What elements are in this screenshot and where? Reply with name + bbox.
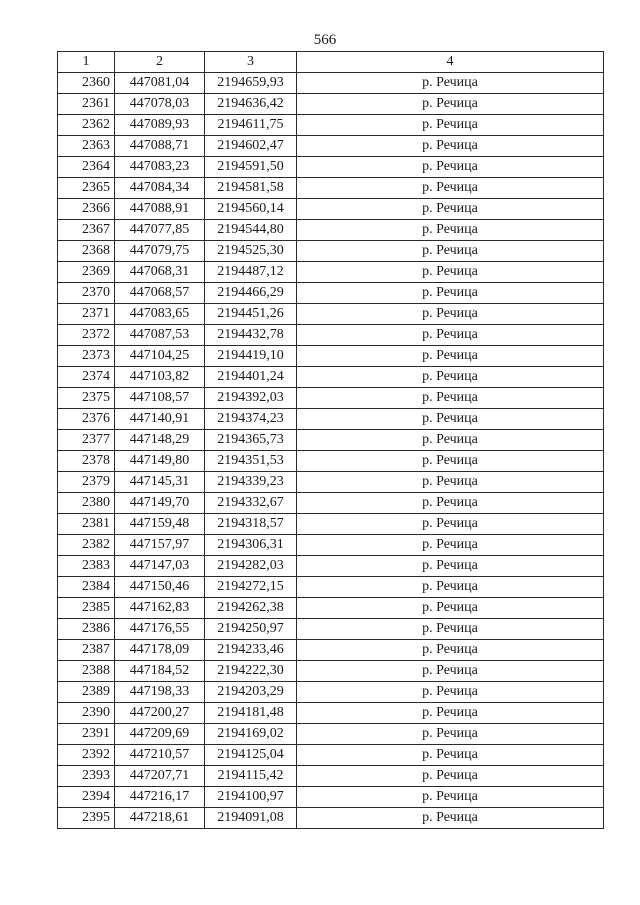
y-coordinate-cell: 2194392,03 xyxy=(205,388,297,409)
description-cell: р. Речица xyxy=(297,640,604,661)
description-cell: р. Речица xyxy=(297,199,604,220)
x-coordinate-cell: 447157,97 xyxy=(115,535,205,556)
description-cell: р. Речица xyxy=(297,304,604,325)
x-coordinate-cell: 447159,48 xyxy=(115,514,205,535)
x-coordinate-cell: 447081,04 xyxy=(115,73,205,94)
table-row xyxy=(58,472,604,493)
table-row xyxy=(58,388,604,409)
y-coordinate-cell: 2194100,97 xyxy=(205,787,297,808)
description-cell: р. Речица xyxy=(297,73,604,94)
x-coordinate-cell: 447068,31 xyxy=(115,262,205,283)
y-coordinate-cell: 2194181,48 xyxy=(205,703,297,724)
description-cell: р. Речица xyxy=(297,493,604,514)
x-coordinate-cell: 447218,61 xyxy=(115,808,205,829)
x-coordinate-cell: 447150,46 xyxy=(115,577,205,598)
y-coordinate-cell: 2194351,53 xyxy=(205,451,297,472)
table-row xyxy=(58,619,604,640)
y-coordinate-cell: 2194365,73 xyxy=(205,430,297,451)
y-coordinate-cell: 2194591,50 xyxy=(205,157,297,178)
point-number-cell: 2368 xyxy=(58,241,115,262)
table-row xyxy=(58,409,604,430)
description-cell: р. Речица xyxy=(297,178,604,199)
point-number-cell: 2374 xyxy=(58,367,115,388)
description-cell: р. Речица xyxy=(297,745,604,766)
x-coordinate-cell: 447145,31 xyxy=(115,472,205,493)
x-coordinate-cell: 447149,70 xyxy=(115,493,205,514)
x-coordinate-cell: 447207,71 xyxy=(115,766,205,787)
coordinates-table xyxy=(57,51,604,829)
y-coordinate-cell: 2194233,46 xyxy=(205,640,297,661)
table-row xyxy=(58,304,604,325)
table-row xyxy=(58,745,604,766)
x-coordinate-cell: 447216,17 xyxy=(115,787,205,808)
point-number-cell: 2370 xyxy=(58,283,115,304)
description-cell: р. Речица xyxy=(297,115,604,136)
description-cell: р. Речица xyxy=(297,703,604,724)
table-row xyxy=(58,430,604,451)
x-coordinate-cell: 447083,23 xyxy=(115,157,205,178)
point-number-cell: 2362 xyxy=(58,115,115,136)
description-cell: р. Речица xyxy=(297,535,604,556)
description-cell: р. Речица xyxy=(297,577,604,598)
table-row xyxy=(58,115,604,136)
point-number-cell: 2380 xyxy=(58,493,115,514)
y-coordinate-cell: 2194318,57 xyxy=(205,514,297,535)
x-coordinate-cell: 447210,57 xyxy=(115,745,205,766)
point-number-cell: 2389 xyxy=(58,682,115,703)
point-number-cell: 2388 xyxy=(58,661,115,682)
table-row xyxy=(58,136,604,157)
y-coordinate-cell: 2194339,23 xyxy=(205,472,297,493)
table-row xyxy=(58,535,604,556)
column-header-point-number: 1 xyxy=(58,52,115,73)
table-row xyxy=(58,73,604,94)
y-coordinate-cell: 2194466,29 xyxy=(205,283,297,304)
y-coordinate-cell: 2194306,31 xyxy=(205,535,297,556)
x-coordinate-cell: 447079,75 xyxy=(115,241,205,262)
y-coordinate-cell: 2194611,75 xyxy=(205,115,297,136)
table-row xyxy=(58,220,604,241)
point-number-cell: 2386 xyxy=(58,619,115,640)
x-coordinate-cell: 447084,34 xyxy=(115,178,205,199)
description-cell: р. Речица xyxy=(297,682,604,703)
table-row xyxy=(58,640,604,661)
x-coordinate-cell: 447149,80 xyxy=(115,451,205,472)
column-header-y: 3 xyxy=(205,52,297,73)
x-coordinate-cell: 447176,55 xyxy=(115,619,205,640)
x-coordinate-cell: 447068,57 xyxy=(115,283,205,304)
point-number-cell: 2361 xyxy=(58,94,115,115)
point-number-cell: 2366 xyxy=(58,199,115,220)
point-number-cell: 2391 xyxy=(58,724,115,745)
table-row xyxy=(58,661,604,682)
x-coordinate-cell: 447088,71 xyxy=(115,136,205,157)
description-cell: р. Речица xyxy=(297,388,604,409)
x-coordinate-cell: 447083,65 xyxy=(115,304,205,325)
description-cell: р. Речица xyxy=(297,766,604,787)
point-number-cell: 2377 xyxy=(58,430,115,451)
y-coordinate-cell: 2194282,03 xyxy=(205,556,297,577)
point-number-cell: 2378 xyxy=(58,451,115,472)
table-row xyxy=(58,367,604,388)
y-coordinate-cell: 2194374,23 xyxy=(205,409,297,430)
description-cell: р. Речица xyxy=(297,451,604,472)
y-coordinate-cell: 2194636,42 xyxy=(205,94,297,115)
y-coordinate-cell: 2194169,02 xyxy=(205,724,297,745)
table-row xyxy=(58,178,604,199)
table-row xyxy=(58,598,604,619)
x-coordinate-cell: 447077,85 xyxy=(115,220,205,241)
x-coordinate-cell: 447088,91 xyxy=(115,199,205,220)
table-row xyxy=(58,493,604,514)
x-coordinate-cell: 447078,03 xyxy=(115,94,205,115)
description-cell: р. Речица xyxy=(297,283,604,304)
description-cell: р. Речица xyxy=(297,619,604,640)
description-cell: р. Речица xyxy=(297,157,604,178)
x-coordinate-cell: 447087,53 xyxy=(115,325,205,346)
table-row xyxy=(58,157,604,178)
x-coordinate-cell: 447103,82 xyxy=(115,367,205,388)
x-coordinate-cell: 447148,29 xyxy=(115,430,205,451)
y-coordinate-cell: 2194262,38 xyxy=(205,598,297,619)
description-cell: р. Речица xyxy=(297,724,604,745)
y-coordinate-cell: 2194332,67 xyxy=(205,493,297,514)
y-coordinate-cell: 2194203,29 xyxy=(205,682,297,703)
table-row xyxy=(58,325,604,346)
table-row xyxy=(58,94,604,115)
point-number-cell: 2383 xyxy=(58,556,115,577)
table-row xyxy=(58,346,604,367)
table-row xyxy=(58,262,604,283)
x-coordinate-cell: 447108,57 xyxy=(115,388,205,409)
table-row xyxy=(58,451,604,472)
table-row xyxy=(58,766,604,787)
point-number-cell: 2382 xyxy=(58,535,115,556)
x-coordinate-cell: 447104,25 xyxy=(115,346,205,367)
point-number-cell: 2367 xyxy=(58,220,115,241)
table-row xyxy=(58,682,604,703)
x-coordinate-cell: 447209,69 xyxy=(115,724,205,745)
y-coordinate-cell: 2194432,78 xyxy=(205,325,297,346)
x-coordinate-cell: 447178,09 xyxy=(115,640,205,661)
point-number-cell: 2364 xyxy=(58,157,115,178)
point-number-cell: 2372 xyxy=(58,325,115,346)
point-number-cell: 2392 xyxy=(58,745,115,766)
table-row xyxy=(58,724,604,745)
point-number-cell: 2381 xyxy=(58,514,115,535)
column-header-x: 2 xyxy=(115,52,205,73)
table-row xyxy=(58,199,604,220)
x-coordinate-cell: 447162,83 xyxy=(115,598,205,619)
y-coordinate-cell: 2194272,15 xyxy=(205,577,297,598)
y-coordinate-cell: 2194401,24 xyxy=(205,367,297,388)
point-number-cell: 2393 xyxy=(58,766,115,787)
y-coordinate-cell: 2194125,04 xyxy=(205,745,297,766)
description-cell: р. Речица xyxy=(297,430,604,451)
y-coordinate-cell: 2194091,08 xyxy=(205,808,297,829)
description-cell: р. Речица xyxy=(297,808,604,829)
description-cell: р. Речица xyxy=(297,136,604,157)
table-header xyxy=(58,52,604,73)
y-coordinate-cell: 2194487,12 xyxy=(205,262,297,283)
header-row xyxy=(58,52,604,73)
point-number-cell: 2387 xyxy=(58,640,115,661)
point-number-cell: 2384 xyxy=(58,577,115,598)
x-coordinate-cell: 447184,52 xyxy=(115,661,205,682)
y-coordinate-cell: 2194544,80 xyxy=(205,220,297,241)
y-coordinate-cell: 2194560,14 xyxy=(205,199,297,220)
table-row xyxy=(58,703,604,724)
description-cell: р. Речица xyxy=(297,220,604,241)
x-coordinate-cell: 447147,03 xyxy=(115,556,205,577)
x-coordinate-cell: 447089,93 xyxy=(115,115,205,136)
x-coordinate-cell: 447198,33 xyxy=(115,682,205,703)
point-number-cell: 2363 xyxy=(58,136,115,157)
point-number-cell: 2390 xyxy=(58,703,115,724)
point-number-cell: 2395 xyxy=(58,808,115,829)
column-header-description: 4 xyxy=(297,52,604,73)
point-number-cell: 2375 xyxy=(58,388,115,409)
y-coordinate-cell: 2194419,10 xyxy=(205,346,297,367)
table-row xyxy=(58,556,604,577)
description-cell: р. Речица xyxy=(297,94,604,115)
point-number-cell: 2365 xyxy=(58,178,115,199)
table-row xyxy=(58,514,604,535)
table-row xyxy=(58,808,604,829)
point-number-cell: 2379 xyxy=(58,472,115,493)
point-number-cell: 2373 xyxy=(58,346,115,367)
description-cell: р. Речица xyxy=(297,241,604,262)
description-cell: р. Речица xyxy=(297,514,604,535)
table-row xyxy=(58,241,604,262)
description-cell: р. Речица xyxy=(297,556,604,577)
description-cell: р. Речица xyxy=(297,598,604,619)
description-cell: р. Речица xyxy=(297,325,604,346)
point-number-cell: 2394 xyxy=(58,787,115,808)
description-cell: р. Речица xyxy=(297,346,604,367)
table-body xyxy=(58,73,604,829)
table-row xyxy=(58,577,604,598)
x-coordinate-cell: 447200,27 xyxy=(115,703,205,724)
description-cell: р. Речица xyxy=(297,787,604,808)
y-coordinate-cell: 2194602,47 xyxy=(205,136,297,157)
table-row xyxy=(58,787,604,808)
y-coordinate-cell: 2194115,42 xyxy=(205,766,297,787)
y-coordinate-cell: 2194222,30 xyxy=(205,661,297,682)
point-number-cell: 2369 xyxy=(58,262,115,283)
y-coordinate-cell: 2194451,26 xyxy=(205,304,297,325)
point-number-cell: 2385 xyxy=(58,598,115,619)
y-coordinate-cell: 2194250,97 xyxy=(205,619,297,640)
y-coordinate-cell: 2194659,93 xyxy=(205,73,297,94)
description-cell: р. Речица xyxy=(297,262,604,283)
x-coordinate-cell: 447140,91 xyxy=(115,409,205,430)
y-coordinate-cell: 2194525,30 xyxy=(205,241,297,262)
page-number: 566 xyxy=(313,32,337,48)
description-cell: р. Речица xyxy=(297,367,604,388)
y-coordinate-cell: 2194581,58 xyxy=(205,178,297,199)
description-cell: р. Речица xyxy=(297,472,604,493)
table-row xyxy=(58,283,604,304)
description-cell: р. Речица xyxy=(297,661,604,682)
point-number-cell: 2360 xyxy=(58,73,115,94)
point-number-cell: 2371 xyxy=(58,304,115,325)
point-number-cell: 2376 xyxy=(58,409,115,430)
description-cell: р. Речица xyxy=(297,409,604,430)
